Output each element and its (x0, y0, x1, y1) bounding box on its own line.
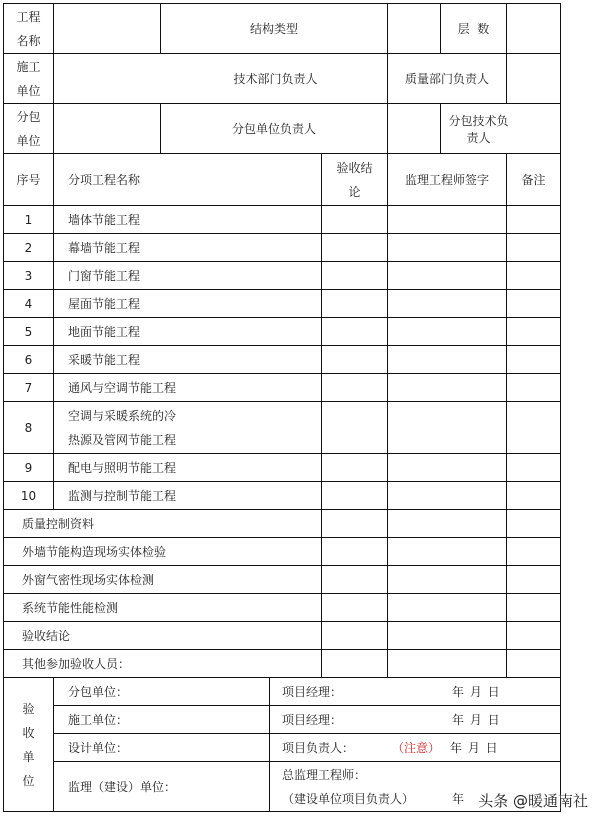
col-item-text: 分项工程名称 (68, 173, 141, 187)
row-sign[interactable] (388, 402, 507, 454)
row-remark[interactable] (507, 318, 561, 346)
row-item-name: 监测与控制节能工程 (54, 482, 322, 510)
acceptance-unit: 分包单位： (54, 678, 270, 706)
row-remark[interactable] (507, 234, 561, 262)
row-item-name: 门窗节能工程 (54, 262, 322, 290)
table-row (4, 374, 561, 402)
quality-dept-head-value[interactable] (507, 54, 561, 104)
row-item-name: 屋面节能工程 (54, 290, 322, 318)
row-sign[interactable] (388, 374, 507, 402)
extra-row-sign[interactable] (388, 510, 507, 538)
acceptance-role-cell[interactable] (270, 706, 561, 734)
subcontract-unit-head-label: 分包单位负责人 (161, 104, 388, 154)
construction-unit-label (4, 54, 54, 104)
extra-row-remark[interactable] (507, 622, 561, 650)
col-remark: 备注 (507, 154, 561, 206)
row-sign[interactable] (388, 262, 507, 290)
extra-row-remark[interactable] (507, 510, 561, 538)
subcontract-tech-head-label: 分包技术负责人 (441, 104, 561, 154)
acceptance-role-cell[interactable] (270, 678, 561, 706)
col-seq: 序号 (4, 154, 54, 206)
row-sign[interactable] (388, 206, 507, 234)
extra-row-conclusion[interactable] (322, 622, 388, 650)
row-no: 2 (4, 234, 54, 262)
acceptance-row (4, 706, 561, 734)
acceptance-date: 年 月 日 (452, 713, 501, 727)
row-sign[interactable] (388, 318, 507, 346)
row-remark[interactable] (507, 262, 561, 290)
row-conclusion[interactable] (322, 234, 388, 262)
row-item-name: 通风与空调节能工程 (54, 374, 322, 402)
row-conclusion[interactable] (322, 318, 388, 346)
row-conclusion[interactable] (322, 262, 388, 290)
row-conclusion[interactable] (322, 374, 388, 402)
row-no: 6 (4, 346, 54, 374)
extra-row-label: 外窗气密性现场实体检测 (4, 566, 322, 594)
extra-row-sign[interactable] (388, 594, 507, 622)
attention-note: （注意） (392, 741, 441, 755)
extra-row-label: 其他参加验收人员： (4, 650, 322, 678)
table-row (4, 510, 561, 538)
acceptance-date: 年 月 日 (452, 685, 501, 699)
extra-row-label: 质量控制资料 (4, 510, 322, 538)
table-row (4, 454, 561, 482)
tech-dept-head-text: 技术部门负责人 (233, 72, 318, 86)
row-remark[interactable] (507, 346, 561, 374)
table-row (4, 262, 561, 290)
acceptance-role: 总监理工程师： (282, 767, 367, 782)
row-remark[interactable] (507, 290, 561, 318)
extra-row-sign[interactable] (388, 650, 507, 678)
row-conclusion[interactable] (322, 454, 388, 482)
project-name-value[interactable] (54, 4, 161, 54)
row-conclusion[interactable] (322, 346, 388, 374)
tech-dept-head-label (54, 54, 388, 104)
acceptance-row (4, 762, 561, 812)
acceptance-side-text: 验 收 单 位 (22, 701, 35, 788)
subcontract-unit-head-value[interactable] (388, 104, 441, 154)
table-row (4, 594, 561, 622)
row-no: 8 (4, 402, 54, 454)
extra-row-remark[interactable] (507, 538, 561, 566)
extra-row-conclusion[interactable] (322, 650, 388, 678)
acceptance-role: 项目负责人： (282, 741, 355, 755)
extra-row-label: 系统节能性能检测 (4, 594, 322, 622)
extra-row-label: 验收结论 (4, 622, 322, 650)
table-row (4, 538, 561, 566)
col-conclusion (322, 154, 388, 206)
row-no: 4 (4, 290, 54, 318)
col-conclusion-text: 验收结 论 (336, 160, 373, 199)
col-item (54, 154, 322, 206)
acceptance-unit: 设计单位： (54, 734, 270, 762)
acceptance-row (4, 734, 561, 762)
row-no: 1 (4, 206, 54, 234)
structure-type-value[interactable] (388, 4, 441, 54)
extra-row-sign[interactable] (388, 566, 507, 594)
subcontract-label (4, 104, 54, 154)
row-item-name: 幕墙节能工程 (54, 234, 322, 262)
row-item-name (54, 402, 322, 454)
table-row (4, 290, 561, 318)
extra-row-remark[interactable] (507, 650, 561, 678)
row-no: 10 (4, 482, 54, 510)
row-sign[interactable] (388, 234, 507, 262)
project-name-text: 工程 名称 (16, 9, 41, 48)
row-conclusion[interactable] (322, 402, 388, 454)
floors-label (441, 4, 507, 54)
row-item-name: 采暖节能工程 (54, 346, 322, 374)
extra-row-label: 外墙节能构造现场实体检验 (4, 538, 322, 566)
row-sign[interactable] (388, 290, 507, 318)
acceptance-unit: 监理（建设）单位： (54, 762, 270, 812)
watermark: 头条 @暖通南社 (478, 792, 588, 810)
acceptance-form-table (3, 3, 561, 812)
row-conclusion[interactable] (322, 206, 388, 234)
table-row (4, 566, 561, 594)
table-row (4, 234, 561, 262)
row-item-name: 墙体节能工程 (54, 206, 322, 234)
project-name-label (4, 4, 54, 54)
acceptance-role: 项目经理： (282, 713, 343, 727)
row-remark[interactable] (507, 402, 561, 454)
extra-row-sign[interactable] (388, 622, 507, 650)
table-row (4, 346, 561, 374)
acceptance-role-cell[interactable] (270, 734, 561, 762)
row-sign[interactable] (388, 346, 507, 374)
floors-label-text: 层 数 (457, 22, 490, 36)
table-row (4, 206, 561, 234)
row-conclusion[interactable] (322, 290, 388, 318)
row-item-name: 配电与照明节能工程 (54, 454, 322, 482)
row-remark[interactable] (507, 206, 561, 234)
extra-row-conclusion[interactable] (322, 594, 388, 622)
col-supervisor-sign: 监理工程师签字 (388, 154, 507, 206)
table-row (4, 318, 561, 346)
table-row (4, 402, 561, 454)
acceptance-role-sub: （建设单位项目负责人） (282, 791, 415, 806)
row-no: 5 (4, 318, 54, 346)
construction-unit-text: 施工 单位 (16, 59, 41, 98)
acceptance-role: 项目经理： (282, 685, 343, 699)
row-no: 3 (4, 262, 54, 290)
row-remark[interactable] (507, 482, 561, 510)
row-remark[interactable] (507, 374, 561, 402)
extra-row-remark[interactable] (507, 594, 561, 622)
acceptance-row (4, 678, 561, 706)
row-remark[interactable] (507, 454, 561, 482)
floors-value[interactable] (507, 4, 561, 54)
row-conclusion[interactable] (322, 482, 388, 510)
extra-row-remark[interactable] (507, 566, 561, 594)
quality-dept-head-label: 质量部门负责人 (388, 54, 507, 104)
table-row (4, 622, 561, 650)
extra-row-sign[interactable] (388, 538, 507, 566)
table-row (4, 482, 561, 510)
row-item-name-text: 空调与采暖系统的冷 热源及管网节能工程 (68, 408, 177, 447)
row-sign[interactable] (388, 482, 507, 510)
extra-row-conclusion[interactable] (322, 538, 388, 566)
extra-row-conclusion[interactable] (322, 566, 388, 594)
row-sign[interactable] (388, 454, 507, 482)
acceptance-side-label (4, 678, 54, 812)
structure-type-label: 结构类型 (161, 4, 388, 54)
extra-row-conclusion[interactable] (322, 510, 388, 538)
row-no: 9 (4, 454, 54, 482)
row-item-name: 地面节能工程 (54, 318, 322, 346)
subcontract-text: 分包 单位 (16, 109, 41, 148)
acceptance-date: 年 月 日 (450, 741, 499, 755)
subcontract-value[interactable] (54, 104, 161, 154)
table-row (4, 650, 561, 678)
row-no: 7 (4, 374, 54, 402)
acceptance-unit: 施工单位： (54, 706, 270, 734)
acceptance-date: 年 (452, 791, 466, 806)
